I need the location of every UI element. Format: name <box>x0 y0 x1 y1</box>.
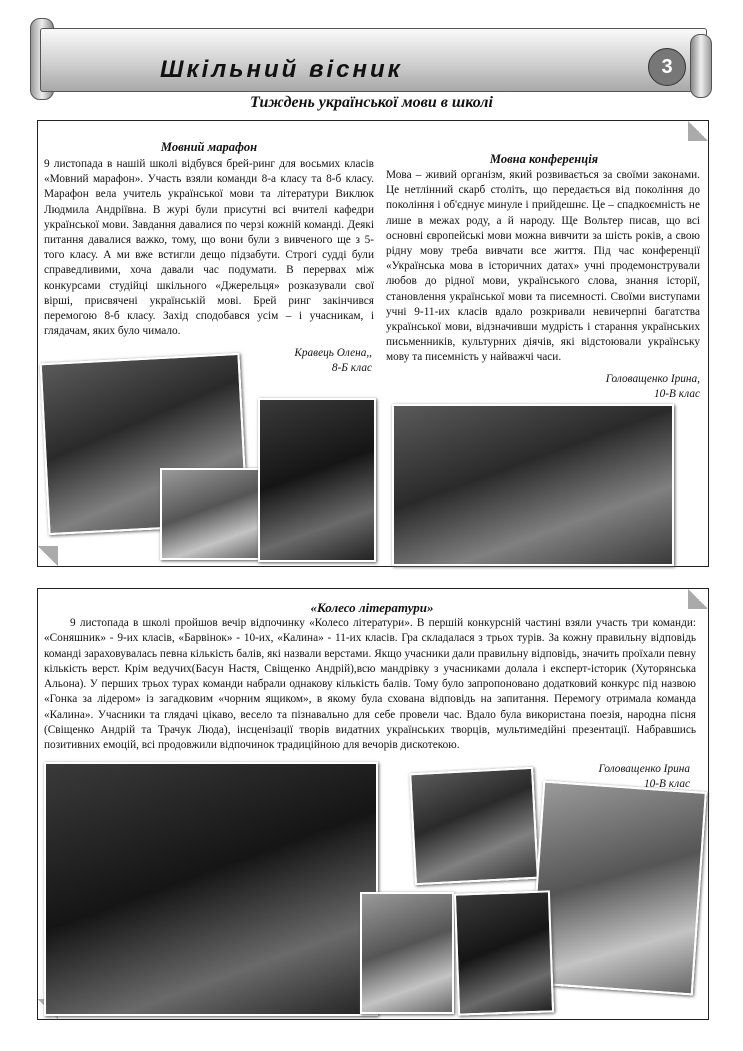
article-wheel-title: «Колесо літератури» <box>310 600 434 615</box>
article-marathon-author <box>230 346 372 376</box>
photo-marathon-speaker <box>258 398 376 562</box>
author-name: Головащенко Ірина <box>598 763 690 775</box>
author-name: Головащенко Ірина, <box>605 373 700 385</box>
article-conference-author <box>540 372 700 402</box>
author-class: 10-В клас <box>653 388 700 400</box>
photo-marathon-teacher <box>160 468 260 560</box>
photo-wheel-performers <box>454 890 554 1015</box>
page-number-badge: 3 <box>648 48 686 86</box>
article-marathon-title: Мовний марафон <box>160 140 258 154</box>
author-class: 10-В клас <box>643 778 690 790</box>
photo-conference-students <box>392 404 674 566</box>
page-subtitle: Тиждень української мови в школі <box>250 94 493 111</box>
banner-scroll-right <box>690 34 712 98</box>
photo-wheel-hall <box>44 762 378 1016</box>
photo-wheel-host <box>409 767 539 885</box>
page-curl-decoration <box>38 546 58 566</box>
masthead-title: Шкільний вісник <box>160 56 403 83</box>
article-conference-body: Мова – живий організм, який розвивається за своїми законами. Це нетлінний скарб століть, що передається від покоління до покоління і об'єднує минуле і прийдешнє. Це – спадкоємність не лише в межах роду, а й народу. Ще Вольтер писав, що всі основні європейські мови можна вивчити за шість років, а свою рідну мову треба вивчати все життя. Під час конференції «Українська мова в історичних датах» учні продемонстрували любов до рідної мови, українського слова, знання історії, становлення української мови та писемності. Своїми виступами учні 9-11-их класів вдало розкривали невичерпні багатства української мови, відзначивши мудрість і старання українських письменників, культурних діячів, які відстоювали українську мову та писемність у найважчі часи. <box>386 169 700 364</box>
article-marathon-body: 9 листопада в нашій школі відбувся брей-ринг для восьмих класів «Мовний марафон». Участь взяли команди 8-а класу та 8-б класу. Марафон вела учитель української мови та літератури Виклюк Людмила Андріївна. В журі були присутні всі вчителі кафедри української мови. Завдання давалися по черзі кожній команді. Деякі питання давалися важко, тому, що вони були з вивченого ще з 5-того класу. А ми вже встигли дещо підзабути. Строгі судді були справедливими, хоча давали час подумати. В перервах між конкурсами студійці шкільного «Джерельця» розказували свої вірші, присвячені українській мові. Брей ринг закінчився перемогою 8-б класу. Захід сподобався усім – і учасникам, і глядачам, яких було чимало. <box>44 158 374 338</box>
photo-wheel-singers <box>529 781 707 996</box>
photo-wheel-teacher <box>360 892 454 1014</box>
page-curl-decoration <box>688 121 708 141</box>
article-conference-title: Мовна конференція <box>489 152 599 166</box>
author-class: 8-Б клас <box>331 362 372 374</box>
article-wheel-body: 9 листопада в школі пройшов вечір відпочинку «Колесо літератури». В першій конкурсній частині взяли участь три команди: «Соняшник» - 9-их класів, «Барвінок» - 10-их, «Калина» - 11-их класів. Гра складалася з трьох турів. За кожну правильну відповідь команді зараховувалась певна кількість балів, які назвали верстами. Якщо учасники дали правильну відповідь, значить проїхали певну кількість верст. Крім ведучих(Басун Настя, Свіщенко Андрій),всю мандрівку з учасниками долала і експерт-історик (Хуторянська Альона). У перших трьох турах команди набрали однакову кількість балів. Тому було запропоновано додатковий конкурс під назвою «Гонка за лідером» із загадковим «чорним ящиком», в якому була схована відповідь на запитання. Перемогу отримала команда «Калина». Учасники та глядачі цікаво, весело та пізнавально для себе провели час. Вдало була використана поезія, народна пісня (Свіщенко Андрій та Трачук Люда), інсценізації творів видатних українських творців, мультимедійні презентації. Набравшись позитивних емоцій, всі продовжили відпочинок традиційною для вечорів дискотекою. <box>44 617 696 752</box>
author-name: Кравець Олена,, <box>294 347 372 359</box>
